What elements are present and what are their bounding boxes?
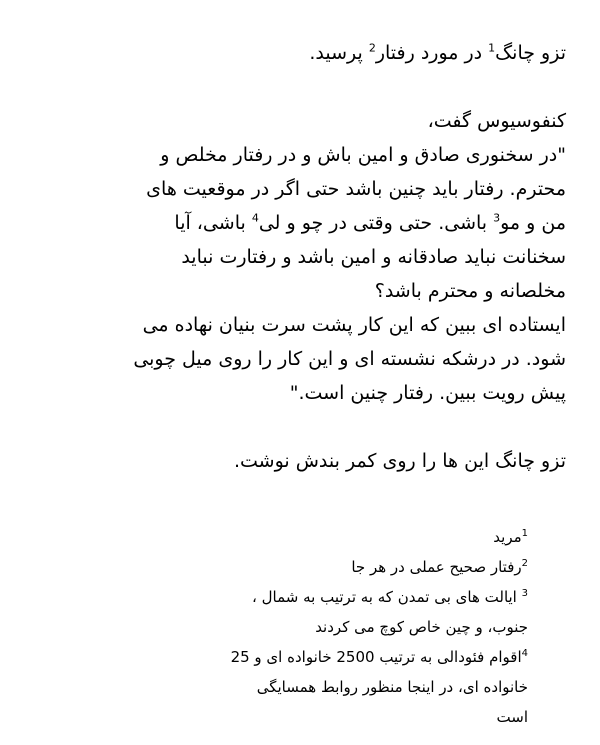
quote-text: من و مو [500, 212, 566, 234]
quote-text: باشی. حتی وقتی در چو و لی [258, 212, 494, 234]
footnote-3-continued: جنوب، و چین خاص کوچ می کردند [315, 618, 528, 636]
main-text [126, 36, 566, 478]
quote-line: شود. در درشکه نشسته ای و این کار را روی میل چوبی [133, 348, 566, 370]
footnote-text: ایالت های بی تمدن که به ترتیب به شمال ، [252, 588, 522, 606]
footnote-text: رفتار صحیح عملی در هر جا [351, 558, 522, 576]
footnote-number: 2 [521, 558, 528, 569]
paragraph-gap [126, 410, 566, 444]
footnote-number: 1 [521, 528, 528, 539]
footnote-number: 4 [521, 648, 528, 659]
quote-line: "در سخنوری صادق و امین باش و در رفتار مخلص و [160, 144, 566, 166]
quote-line: محترم. رفتار باید چنین باشد حتی اگر در موقعیت های [146, 178, 566, 200]
quote-line: مخلصانه و محترم باشد؟ [374, 280, 566, 302]
quote-line: سخنانت نباید صادقانه و امین باشد و رفتارت نباید [181, 246, 566, 268]
footnote-3 [198, 582, 528, 612]
intro-text-start: تزو چانگ [495, 42, 566, 64]
quote-text: باشی، آیا [174, 212, 252, 234]
paragraph-gap [126, 70, 566, 104]
footnote-4 [198, 642, 528, 672]
footnote-text: اقوام فئودالی به ترتیب 2500 خانواده ای و 25 [230, 648, 522, 666]
footnote-4-continued: است [496, 708, 528, 726]
footnote-ref-2: 2 [368, 41, 376, 55]
footnote-number: 3 [521, 588, 528, 599]
quote-line: پیش رویت ببین. رفتار چنین است." [289, 382, 566, 404]
footnote-text: مرید [493, 528, 522, 546]
intro-text-end: پرسید. [309, 42, 369, 64]
footnote-ref-1: 1 [488, 41, 496, 55]
quote-line: ایستاده ای ببین که این کار پشت سرت بنیان نهاده می [142, 314, 566, 336]
footnote-ref-3: 3 [493, 211, 501, 225]
quote-line [126, 206, 566, 240]
footnote-4-continued: خانواده ای، در اینجا منظور روابط همسایگی [256, 678, 528, 696]
footnotes [198, 522, 528, 732]
confucius-said: کنفوسیوس گفت، [427, 110, 566, 132]
footnote-2 [198, 552, 528, 582]
intro-text-middle: در مورد رفتار [375, 42, 489, 64]
intro-paragraph [126, 36, 566, 70]
footnote-1 [198, 522, 528, 552]
closing-line: تزو چانگ این ها را روی کمر بندش نوشت. [233, 450, 566, 472]
footnote-ref-4: 4 [251, 211, 259, 225]
